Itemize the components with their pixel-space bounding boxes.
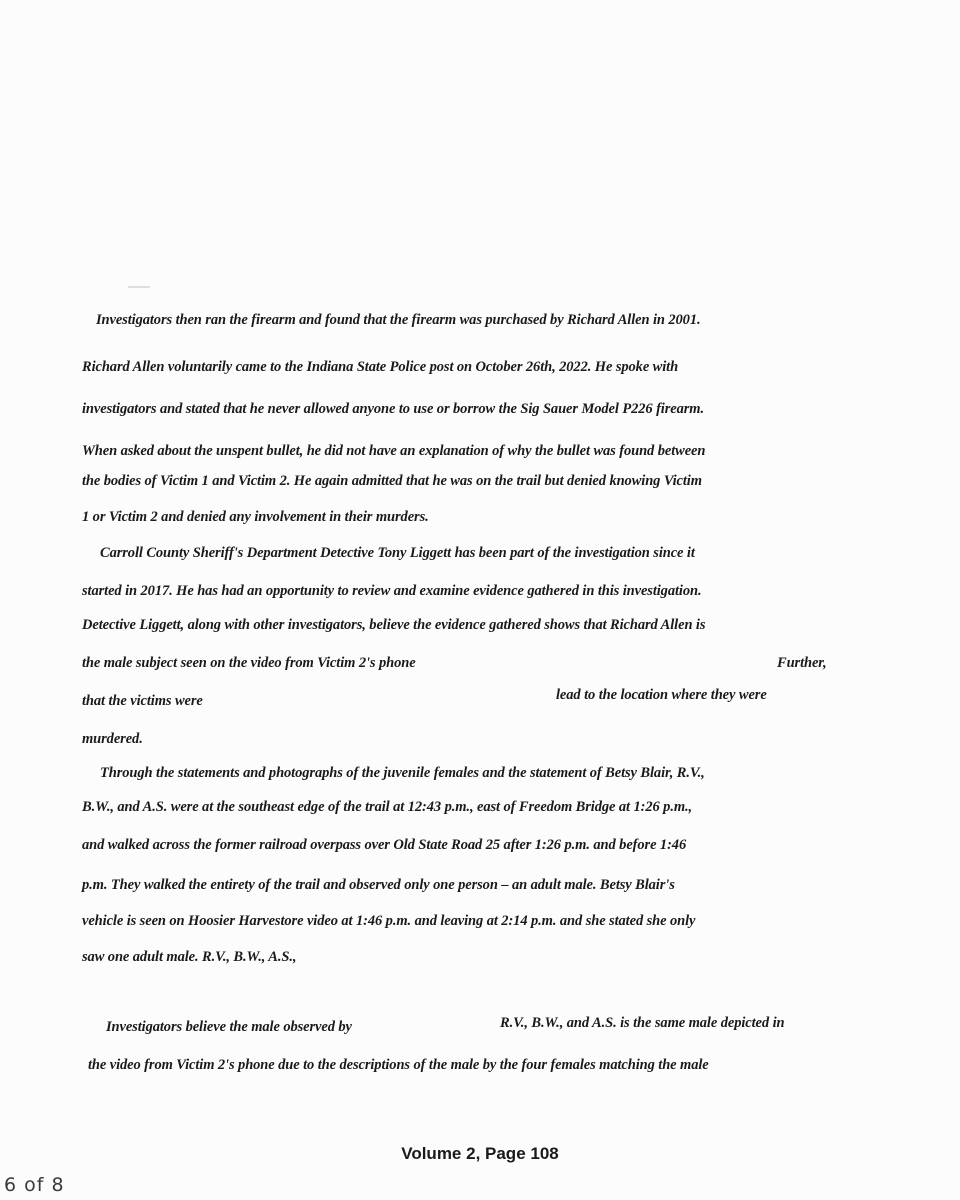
body-line: the bodies of Victim 1 and Victim 2. He again admitted that he was on the trail but denied knowing Victim	[82, 473, 702, 489]
body-line: that the victims were	[82, 693, 203, 709]
body-line: saw one adult male. R.V., B.W., A.S.,	[82, 949, 297, 965]
body-line: p.m. They walked the entirety of the trail and observed only one person – an adult male. Betsy Blair's	[82, 877, 675, 893]
body-line: the male subject seen on the video from Victim 2's phone	[82, 655, 416, 671]
body-line: Investigators then ran the firearm and found that the firearm was purchased by Richard Allen in 2001.	[96, 312, 701, 328]
body-line: lead to the location where they were	[556, 687, 767, 703]
body-line: investigators and stated that he never allowed anyone to use or borrow the Sig Sauer Model P226 firearm.	[82, 401, 705, 417]
body-line: Carroll County Sheriff's Department Detective Tony Liggett has been part of the investigation since it	[100, 545, 695, 561]
body-line: When asked about the unspent bullet, he did not have an explanation of why the bullet was found between	[82, 443, 706, 459]
body-line: Investigators believe the male observed by	[106, 1019, 352, 1035]
handwritten-page-count: 6 of 8	[4, 1174, 65, 1196]
body-line: vehicle is seen on Hoosier Harvestore video at 1:46 p.m. and leaving at 2:14 p.m. and she stated she only	[82, 913, 696, 929]
body-line: B.W., and A.S. were at the southeast edge of the trail at 12:43 p.m., east of Freedom Bridge at 1:26 p.m.,	[82, 799, 693, 815]
body-line: R.V., B.W., and A.S. is the same male depicted in	[500, 1015, 785, 1031]
body-line: Further,	[777, 655, 827, 671]
body-line: and walked across the former railroad overpass over Old State Road 25 after 1:26 p.m. and before 1:46	[82, 837, 687, 853]
body-line: murdered.	[82, 731, 143, 747]
body-line: 1 or Victim 2 and denied any involvement in their murders.	[82, 509, 429, 525]
scan-artifact	[128, 286, 150, 288]
body-line: the video from Victim 2's phone due to the descriptions of the male by the four females matching the male	[88, 1057, 709, 1073]
body-line: Detective Liggett, along with other investigators, believe the evidence gathered shows that Richard Allen is	[82, 617, 706, 633]
body-line: Through the statements and photographs of the juvenile females and the statement of Betsy Blair, R.V.,	[100, 765, 705, 781]
page-footer: Volume 2, Page 108	[401, 1144, 559, 1163]
body-line: started in 2017. He has had an opportunity to review and examine evidence gathered in this investigation.	[82, 583, 702, 599]
body-line: Richard Allen voluntarily came to the Indiana State Police post on October 26th, 2022. He spoke with	[82, 359, 679, 375]
